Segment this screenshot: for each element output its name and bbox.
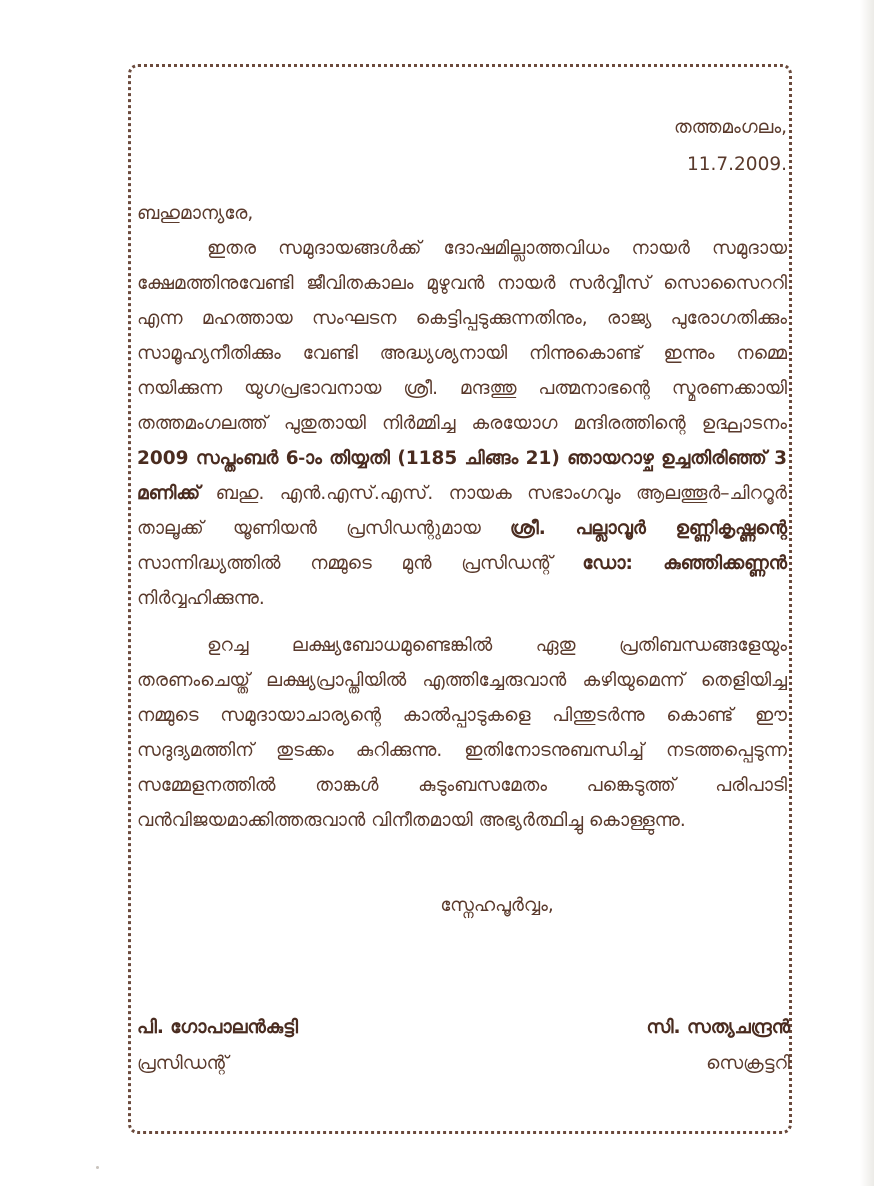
president-title: പ്രസിഡന്റ്: [137, 1053, 229, 1074]
paragraph-1-text-c: സാന്നിദ്ധ്യത്തിൽ നമ്മുടെ മുൻ പ്രസിഡന്റ്: [137, 553, 553, 574]
event-date-time: 2009 സപ്തംബർ 6-ാം തിയ്യതി (1185 ചിങ്ങം 21) ഞായറാഴ്ച ഉച്ചതിരിഞ്ഞ് 3 മണിക്ക്: [137, 448, 787, 504]
inaugurator-name: ഡോ: കുഞ്ഞിക്കണ്ണൻ: [582, 553, 787, 574]
page-edge-shadow: [860, 0, 874, 1186]
paragraph-1-text-d: നിർവ്വഹിക്കുന്നു.: [137, 588, 265, 609]
salutation: ബഹുമാന്യരേ,: [137, 203, 254, 224]
signature-block: [137, 1010, 790, 1082]
secretary-title: സെക്രട്ടറി: [706, 1053, 790, 1074]
paragraph-2: ഉറച്ച ലക്ഷ്യബോധമുണ്ടെങ്കിൽ ഏതു പ്രതിബന്ധങ്ങളേയും തരണംചെയ്ത് ലക്ഷ്യപ്രാപ്തിയിൽ എത്തിച്ചേരുവാൻ കഴിയുമെന്ന് തെളിയിച്ച നമ്മുടെ സമുദായാചാര്യന്റെ കാൽപ്പാടുകളെ പിന്തുടർന്നു കൊണ്ട് ഈ സദുദ്യമത്തിന് തുടക്കം കുറിക്കുന്നു. ഇതിനോടനുബന്ധിച്ച് നടത്തപ്പെടുന്ന സമ്മേളനത്തിൽ താങ്കൾ കുടുംബസമേതം പങ്കെടുത്ത് പരിപാടി വൻവിജയമാക്കിത്തരുവാൻ വിനീതമായി അഭ്യർത്ഥിച്ചു കൊള്ളുന്നു.: [137, 635, 787, 831]
guest-name: ശ്രീ. പല്ലാവൂർ ഉണ്ണികൃഷ്ണന്റെ: [510, 518, 787, 539]
letter-body: [137, 110, 787, 923]
paragraph-1-text-b: ബഹു. എൻ.എസ്.എസ്. നായക സഭാംഗവും ആലത്തൂർ–ചിററൂർ താലൂക്ക് യൂണിയൻ പ്രസിഡന്റുമായ: [137, 483, 787, 539]
president-name: പി. ഗോപാലൻകുട്ടി: [137, 1017, 299, 1038]
date-line: 11.7.2009.: [686, 154, 787, 175]
scan-speck: [96, 1166, 99, 1169]
paragraph-1-text-a: ഇതര സമുദായങ്ങൾക്ക് ദോഷമില്ലാത്തവിധം നായർ സമുദായ ക്ഷേമത്തിനുവേണ്ടി ജീവിതകാലം മുഴുവൻ നായർ സർവ്വീസ് സൊസൈററി എന്ന മഹത്തായ സംഘടന കെട്ടിപ്പടുക്കുന്നതിനും, രാജ്യ പുരോഗതിക്കും സാമൂഹ്യനീതിക്കും വേണ്ടി അദ്ധ്യശ്യനായി നിന്നുകൊണ്ട് ഇന്നും നമ്മെ നയിക്കുന്ന യുഗപ്രഭാവനായ ശ്രീ. മന്ദത്തു പത്മനാഭന്റെ സ്മരണക്കായി തത്തമംഗലത്ത് പുതുതായി നിർമ്മിച്ച കരയോഗ മന്ദിരത്തിന്റെ ഉദ്ഘാടനം: [137, 238, 787, 434]
paragraph-1: [137, 231, 787, 616]
closing-line: സ്നേഹപൂർവ്വം,: [440, 895, 554, 916]
place-line: തത്തമംഗലം,: [674, 117, 787, 138]
secretary-name: സി. സത്യചന്ദ്രൻ: [646, 1017, 790, 1038]
signatory-names-row: [137, 1010, 790, 1046]
signatory-titles-row: [137, 1046, 790, 1082]
